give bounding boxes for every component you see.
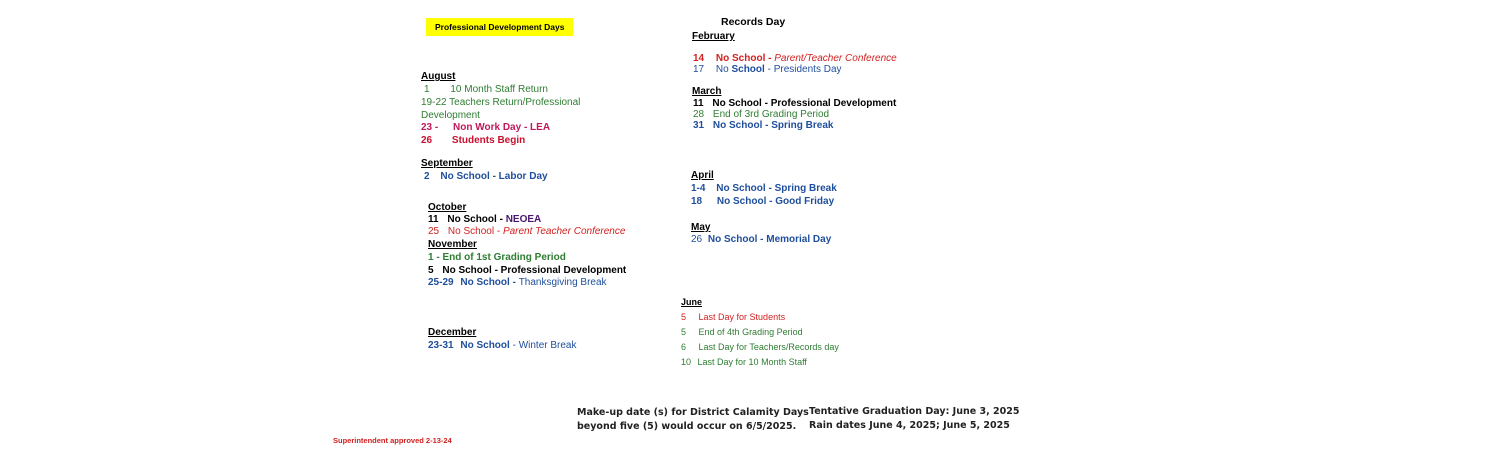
entry-date: 14 xyxy=(693,53,705,64)
month-header-september: September xyxy=(421,158,473,169)
calendar-entry xyxy=(428,214,541,225)
makeup-date-note xyxy=(577,406,809,434)
entry-text: Last Day for Students xyxy=(698,312,786,322)
entry-text: No School - Professional Development xyxy=(712,98,897,109)
calendar-entry xyxy=(691,183,837,194)
entry-text: - Presidents Day xyxy=(764,64,842,75)
entry-date: 23 - xyxy=(421,122,439,133)
entry-date: 1 xyxy=(424,84,430,95)
entry-text: No School - xyxy=(460,277,519,288)
calendar-entry: 19-22 Teachers Return/Professional xyxy=(421,97,581,108)
note-line: beyond five (5) would occur on 6/5/2025. xyxy=(577,421,797,432)
entry-text: No School - Labor Day xyxy=(440,171,548,182)
calendar-entry xyxy=(428,340,577,351)
calendar-entry xyxy=(681,357,807,367)
entry-text: Last Day for Teachers/Records day xyxy=(698,342,839,352)
entry-date: 18 xyxy=(691,196,703,207)
entry-text: No School - Spring Break xyxy=(716,183,837,194)
entry-date: 5 xyxy=(681,327,687,337)
entry-text: 10 Month Staff Return xyxy=(450,84,548,95)
entry-date: 28 xyxy=(693,109,705,120)
entry-date: 5 xyxy=(428,265,434,276)
entry-text: No School - Memorial Day xyxy=(707,234,832,245)
calendar-entry xyxy=(693,64,842,75)
entry-text: End of 1st Grading Period xyxy=(442,252,566,263)
entry-text: End of 4th Grading Period xyxy=(698,327,803,337)
entry-text: Parent/Teacher Conference xyxy=(774,53,897,64)
entry-text: No xyxy=(715,64,732,75)
calendar-entry xyxy=(424,84,548,95)
note-line: Make-up date (s) for District Calamity Days xyxy=(577,407,809,418)
entry-text: Parent Teacher Conference xyxy=(502,226,626,237)
entry-text: Non Work Day - LEA xyxy=(453,122,551,133)
entry-text: NEOEA xyxy=(505,214,542,225)
entry-text: No School - xyxy=(447,214,506,225)
calendar-entry xyxy=(693,120,833,131)
entry-date: 31 xyxy=(693,120,705,131)
note-line: Tentative Graduation Day: June 3, 2025 xyxy=(809,406,1020,417)
superintendent-approval: Superintendent approved 2-13-24 xyxy=(333,436,452,445)
entry-date: 1-4 xyxy=(691,183,706,194)
calendar-entry xyxy=(681,327,803,337)
entry-date: 11 xyxy=(428,214,439,225)
entry-date: 17 xyxy=(693,64,705,75)
calendar-entry: Development xyxy=(421,110,480,121)
graduation-note xyxy=(809,405,1019,433)
calendar-entry xyxy=(691,234,831,245)
entry-text: Thanksgiving Break xyxy=(518,277,607,288)
professional-development-legend: Professional Development Days xyxy=(426,18,573,36)
entry-date: 11 xyxy=(693,98,704,109)
calendar-entry xyxy=(681,342,839,352)
month-header-november: November xyxy=(428,239,477,250)
entry-text: No School - Good Friday xyxy=(716,196,835,207)
calendar-entry xyxy=(424,171,548,182)
entry-text: School xyxy=(731,64,765,75)
calendar-entry xyxy=(428,226,625,237)
entry-date: 25 xyxy=(428,226,440,237)
month-header-february: February xyxy=(692,31,735,42)
month-header-april: April xyxy=(691,170,714,181)
month-header-october: October xyxy=(428,202,467,213)
entry-text: Last Day for 10 Month Staff xyxy=(697,357,807,367)
calendar-entry xyxy=(693,98,896,109)
entry-date: 6 xyxy=(681,342,687,352)
month-header-august: August xyxy=(421,71,456,82)
entry-date: 26 xyxy=(691,234,703,245)
calendar-entry xyxy=(693,109,829,120)
entry-date: 1 - xyxy=(428,252,443,263)
month-header-may: May xyxy=(691,222,711,233)
entry-text: - Winter Break xyxy=(509,340,577,351)
entry-text: Students Begin xyxy=(451,135,526,146)
entry-date: 10 xyxy=(681,357,692,367)
month-header-december: December xyxy=(428,327,477,338)
calendar-entry xyxy=(421,135,525,146)
entry-date: 23-31 xyxy=(428,340,454,351)
entry-text: No School - xyxy=(715,53,775,64)
entry-text: No School - Spring Break xyxy=(712,120,834,131)
calendar-entry xyxy=(691,196,834,207)
entry-text: No School - xyxy=(447,226,503,237)
records-day-label: Records Day xyxy=(721,16,786,28)
calendar-entry xyxy=(681,312,785,322)
entry-date: 2 xyxy=(424,171,430,182)
entry-date: 5 xyxy=(681,312,687,322)
entry-text: No School - Professional Development xyxy=(442,265,627,276)
entry-text: End of 3rd Grading Period xyxy=(712,109,830,120)
calendar-entry xyxy=(693,53,897,64)
entry-date: 26 xyxy=(421,135,433,146)
note-line: Rain dates June 4, 2025; June 5, 2025 xyxy=(809,420,1010,431)
calendar-entry xyxy=(428,277,607,288)
entry-date: 25-29 xyxy=(428,277,454,288)
calendar-entry xyxy=(428,252,566,263)
month-header-march: March xyxy=(692,86,722,97)
entry-text: No School xyxy=(460,340,510,351)
calendar-entry xyxy=(428,265,626,276)
month-header-june: June xyxy=(681,297,703,307)
calendar-entry xyxy=(421,122,550,133)
